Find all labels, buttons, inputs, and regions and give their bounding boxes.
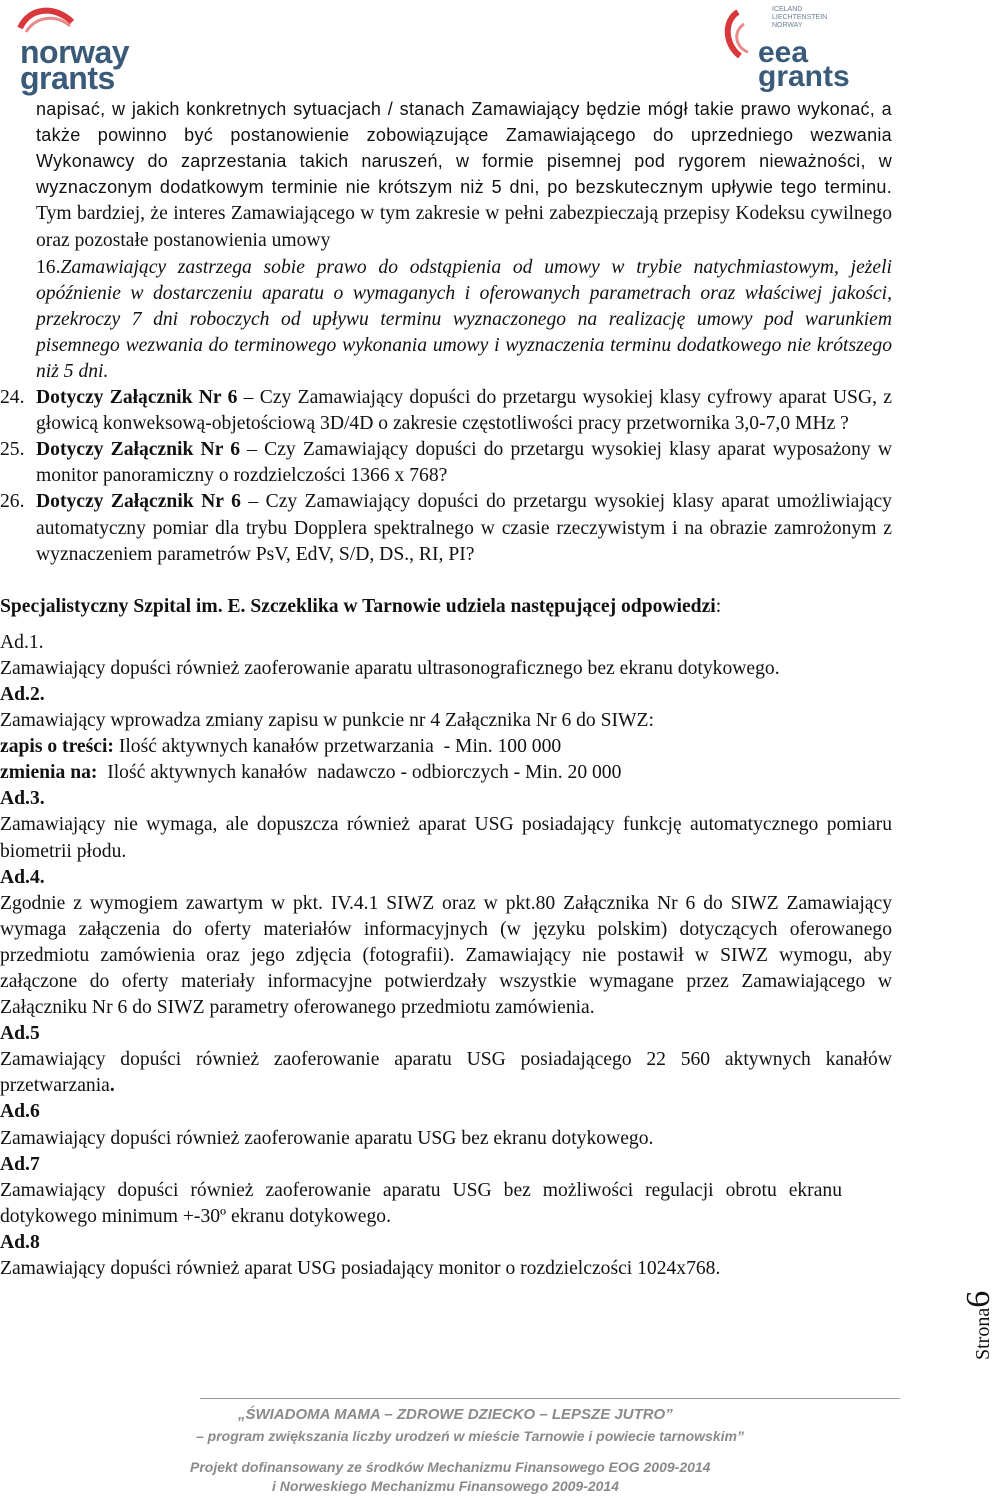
item-number: 16. <box>36 256 61 278</box>
question-subject: Dotyczy Załącznik Nr 6 <box>36 439 240 461</box>
new-text: Ilość aktywnych kanałów nadawczo - odbiorczych - Min. 20 000 <box>97 762 622 784</box>
country-norway: NORWAY <box>772 22 803 29</box>
answer-8-label: Ad.8 <box>0 1231 40 1253</box>
question-25 <box>0 437 892 489</box>
logo-line-2: grants <box>758 60 850 93</box>
footer-funding-2: i Norweskiego Mechanizmu Finansowego 2009-2014 <box>272 1478 619 1494</box>
question-subject: Dotyczy Załącznik Nr 6 <box>36 491 241 513</box>
question-number: 25. <box>0 439 25 461</box>
question-number: 24. <box>0 387 25 409</box>
old-label: zapis o treści: <box>0 736 114 758</box>
footer-slogan: „ŚWIADOMA MAMA – ZDROWE DZIECKO – LEPSZE JUTRO” <box>238 1406 673 1423</box>
heading-colon: : <box>715 595 722 617</box>
question-text: – Czy Zamawiający dopuści do przetargu wysokiej klasy aparat wyposażony w monitor panoramiczny o rozdzielczości 1366 x 768? <box>36 439 892 487</box>
question-text: – Czy Zamawiający dopuści do przetargu wysokiej klasy cyfrowy aparat USG, z głowicą konweksową-objetościową 3D/4D o zakresie częstotliwości pracy przetwornika 3,0-7,0 MHz ? <box>36 387 892 435</box>
answer-4-label: Ad.4. <box>0 866 45 888</box>
question-26 <box>0 489 892 567</box>
answer-5-dot: . <box>109 1075 115 1097</box>
footer-divider <box>200 1398 900 1399</box>
answer-1-label: Ad.1. <box>0 631 44 653</box>
logo-swirl-icon <box>718 4 758 74</box>
answer-2-new <box>0 760 892 786</box>
answer-5-label: Ad.5 <box>0 1023 40 1045</box>
page-word: Strona <box>972 1307 994 1360</box>
answer-2-label: Ad.2. <box>0 683 45 705</box>
paragraph-part-1: napisać, w jakich konkretnych sytuacjach / stanach Zamawiający będzie mógł takie prawo wykonać, a także powinno być postanowienie zobowiązujące Zamawiającego do uprzedniego wezwania Wykonawcy do zaprzestania takich naruszeń, w formie pisemnej pod rygorem nieważności, w wyznaczonym dodatkowym terminie nie krótszym niż 5 dni, po bezskutecznym upływie tego terminu. <box>36 99 892 198</box>
logo-line-1: eea <box>758 36 809 69</box>
answer-6-text: Zamawiający dopuści również zaoferowanie aparatu USG bez ekranu dotykowego. <box>0 1127 654 1149</box>
answer-heading <box>0 594 892 620</box>
item-16 <box>0 255 892 385</box>
item-text: Zamawiający zastrzega sobie prawo do odstąpienia od umowy w trybie natychmiastowym, jeżeli opóźnienie w dostarczeniu aparatu o wymaganych i oferowanych parametrach oraz właściwej jakości, przekroczy 7 dni roboczych od upływu terminu wyznaczonego na realizację umowy pod warunkiem pisemnego wezwania do terminowego wykonania umowy i wyznaczenia terminu dodatkowego nie krótszego niż 5 dni. <box>36 256 892 382</box>
page-header <box>0 0 960 95</box>
norway-grants-logo <box>16 4 146 96</box>
answer-5-text <box>0 1047 892 1099</box>
answer-1-text: Zamawiający dopuści również zaoferowanie aparatu ultrasonograficznego bez ekranu dotykowego. <box>0 657 780 679</box>
continued-paragraph <box>0 96 892 255</box>
paragraph-part-2: Tym bardziej, że interes Zamawiającego w tym zakresie w pełni zabezpieczają przepisy Kodeksu cywilnego oraz pozostałe postanowienia umowy <box>36 203 892 252</box>
logo-line-1: norway <box>20 34 130 70</box>
page-number: 6 <box>960 1290 997 1308</box>
answer-6-label: Ad.6 <box>0 1101 40 1123</box>
answer-7-text: Zamawiający dopuści również zaoferowanie aparatu USG bez możliwości regulacji obrotu ekranu dotykowego minimum +-30º ekranu dotykowego. <box>0 1179 842 1227</box>
answer-3-text: Zamawiający nie wymaga, ale dopuszcza również aparat USG posiadający funkcję automatycznego pomiaru biometrii płodu. <box>0 814 892 862</box>
logo-countries <box>772 6 827 30</box>
answer-heading-text: Specjalistyczny Szpital im. E. Szczeklika w Tarnowie udziela następującej odpowiedzi <box>0 595 716 617</box>
logo-line-2: grants <box>20 60 115 96</box>
document-body <box>0 96 892 1282</box>
answer-3-label: Ad.3. <box>0 788 45 810</box>
country-iceland: ICELAND <box>772 6 803 13</box>
old-text: Ilość aktywnych kanałów przetwarzania - Min. 100 000 <box>113 736 562 758</box>
answer-8-text: Zamawiający dopuści również aparat USG posiadający monitor o rozdzielczości 1024x768. <box>0 1258 721 1280</box>
page-footer <box>0 1396 960 1501</box>
page-number-label <box>932 1252 997 1362</box>
question-text: – Czy Zamawiający dopuści do przetargu wysokiej klasy aparat umożliwiający automatyczny pomiar dla trybu Dopplera spektralnego w czasie rzeczywistym i na obrazie zamrożonym z wyznaczeniem parametrów PsV, EdV, S/D, DS., RI, PI? <box>36 491 892 565</box>
logo-swoosh-icon <box>16 4 76 38</box>
country-liechtenstein: LIECHTENSTEIN <box>772 14 828 21</box>
answer-2-old <box>0 734 892 760</box>
question-subject: Dotyczy Załącznik Nr 6 <box>36 387 238 409</box>
footer-program: – program zwiększania liczby urodzeń w mieście Tarnowie i powiecie tarnowskim” <box>196 1428 744 1444</box>
eea-grants-logo <box>718 2 858 94</box>
footer-funding-1: Projekt dofinansowany ze środków Mechanizmu Finansowego EOG 2009-2014 <box>190 1459 711 1475</box>
answer-2-text: Zamawiający wprowadza zmiany zapisu w punkcie nr 4 Załącznika Nr 6 do SIWZ: <box>0 710 654 732</box>
question-24 <box>0 385 892 437</box>
new-label: zmienia na: <box>0 762 98 784</box>
question-number: 26. <box>0 491 25 513</box>
answer-5-body: Zamawiający dopuści również zaoferowanie aparatu USG posiadającego 22 560 aktywnych kanałów przetwarzania <box>0 1049 892 1097</box>
answer-7-label: Ad.7 <box>0 1153 40 1175</box>
answer-4-text: Zgodnie z wymogiem zawartym w pkt. IV.4.1 SIWZ oraz w pkt.80 Załącznika Nr 6 do SIWZ Zamawiający wymaga załączenia do oferty materiałów informacyjnych (w języku polskim) dotyczących oferowanego przedmiotu zamówienia oraz jego zdjęcia (fotografii). Zamawiający nie postawił w SIWZ wymogu, aby załączone do oferty materiały informacyjne potwierdzały wszystkie wymagane przez Zamawiającego w Załączniku Nr 6 do SIWZ parametry oferowanego przedmiotu zamówienia. <box>0 892 892 1019</box>
